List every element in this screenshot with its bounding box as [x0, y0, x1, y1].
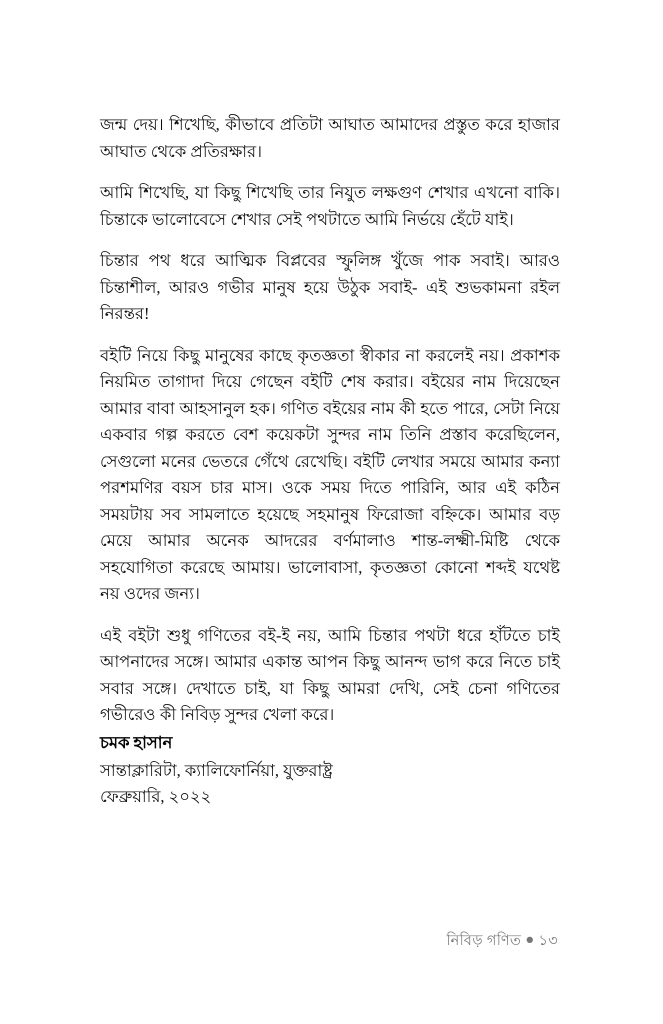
page-body-text [100, 112, 560, 729]
paragraph: আমি শিখেছি, যা কিছু শিখেছি তার নিযুত লক্ষগুণ শেখার এখনো বাকি। চিন্তাকে ভালোবেসে শেখার সেই পথটাতে আমি নির্ভয়ে হেঁটে যাই। [100, 183, 560, 229]
signature-date: ফেব্রুয়ারি, ২০২২ [100, 787, 212, 806]
author-name: চমক হাসান [100, 733, 173, 752]
page-footer [100, 931, 558, 951]
paragraph: জন্ম দেয়। শিখেছি, কীভাবে প্রতিটা আঘাত আমাদের প্রস্তুত করে হাজার আঘাত থেকে প্রতিরক্ষার। [100, 115, 560, 161]
footer-separator-dot: ● [525, 932, 535, 948]
footer-book-title: নিবিড় গণিত [446, 933, 522, 949]
signature-block [100, 730, 560, 810]
paragraph: এই বইটা শুধু গণিতের বই-ই নয়, আমি চিন্তার পথটা ধরে হাঁটতে চাই আপনাদের সঙ্গে। আমার একান্ত আপন কিছু আনন্দ ভাগ করে নিতে চাই সবার সঙ্গে। দেখাতে চাই, যা কিছু আমরা দেখি, সেই চেনা গণিতের গভীরেও কী নিবিড় সুন্দর খেলা করে। [100, 625, 560, 724]
footer-page-number: ১৩ [538, 933, 558, 949]
paragraph: চিন্তার পথ ধরে আত্মিক বিপ্লবের স্ফুলিঙ্গ খুঁজে পাক সবাই। আরও চিন্তাশীল, আরও গভীর মানুষ হয়ে উঠুক সবাই- এই শুভকামনা রইল নিরন্তর! [100, 251, 560, 323]
author-location: সান্তাক্লারিটা, ক্যালিফোর্নিয়া, যুক্তরাষ্ট্র [100, 761, 333, 780]
paragraph: বইটি নিয়ে কিছু মানুষের কাছে কৃতজ্ঞতা স্বীকার না করলেই নয়। প্রকাশক নিয়মিত তাগাদা দিয়ে গেছেন বইটি শেষ করার। বইয়ের নাম দিয়েছেন আমার বাবা আহসানুল হক। গণিত বইয়ের নাম কী হতে পারে, সেটা নিয়ে একবার গল্প করতে বেশ কয়েকটা সুন্দর নাম তিনি প্রস্তাব করেছিলেন, সেগুলো মনের ভেতরে গেঁথে রেখেছি। বইটি লেখার সময়ে আমার কন্যা পরশমণির বয়স চার মাস। ওকে সময় দিতে পারিনি, আর এই কঠিন সময়টায় সব সামলাতে হয়েছে সহমানুষ ফিরোজা বহ্নিকে। আমার বড় মেয়ে আমার অনেক আদরের বর্ণমালাও শান্ত-লক্ষ্মী-মিষ্টি থেকে সহযোগিতা করেছে আমায়। ভালোবাসা, কৃতজ্ঞতা কোনো শব্দই যথেষ্ট নয় ওদের জন্য। [100, 345, 560, 603]
